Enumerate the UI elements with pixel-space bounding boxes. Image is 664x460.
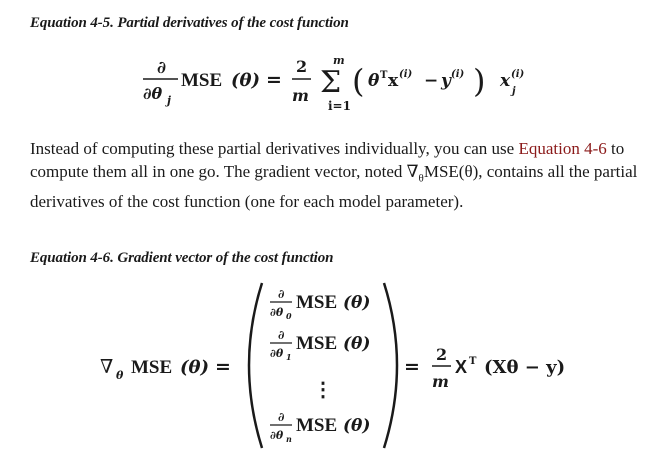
equation-link[interactable]: Equation 4-6 (518, 139, 607, 158)
partial-numerator: ∂ (278, 328, 285, 342)
theta-subscript: θ (418, 172, 424, 185)
sum-upper: m (333, 54, 345, 67)
partial-numerator: ∂ (278, 410, 285, 424)
mse-label: MSE (181, 70, 223, 91)
y-label: y (441, 71, 451, 91)
partial-denominator: ∂θ (143, 84, 163, 103)
theta-arg: (θ) (180, 357, 210, 378)
row-subscript: n (286, 434, 292, 444)
sup-i: (i) (451, 69, 465, 80)
theta-arg: (θ) (343, 416, 371, 436)
two-numerator: 2 (296, 57, 308, 76)
equals-sign: = (215, 356, 231, 378)
two-numerator: 2 (436, 345, 448, 364)
sum-lower: i=1 (328, 99, 351, 113)
mse-label: MSE (296, 415, 338, 436)
mse-label: MSE (296, 333, 338, 354)
sum-sigma: Σ (320, 65, 342, 100)
minus-sign: − (424, 71, 439, 91)
paragraph-text: MSE(θ), contains all the partial derivatives of the cost function (one for each model parameter). (30, 162, 638, 212)
sup-i: (i) (399, 69, 413, 80)
subscript-j: j (167, 94, 171, 107)
partial-numerator: ∂ (278, 287, 285, 301)
m-denominator: m (432, 372, 449, 391)
mse-label: MSE (296, 292, 338, 313)
transpose-sup: T (380, 70, 388, 81)
big-left-paren (249, 283, 262, 448)
equals-sign: = (266, 69, 282, 91)
vertical-dots: ⋮ (313, 377, 333, 401)
partial-denominator: ∂θ (270, 429, 284, 442)
m-denominator: m (292, 86, 309, 105)
right-paren: ) (473, 62, 486, 100)
sub-j: j (512, 86, 516, 97)
theta-transpose: θ (368, 71, 380, 91)
theta-arg: (θ) (231, 70, 261, 91)
left-paren: ( (352, 62, 365, 100)
paragraph-text: Instead of computing these partial derivatives individually, you can use (30, 139, 519, 158)
partial-denominator: ∂θ (270, 347, 284, 360)
equation-4-5-caption: Equation 4-5. Partial derivatives of the cost function (30, 15, 349, 31)
equals-sign: = (404, 356, 420, 378)
sup-i: (i) (511, 69, 525, 80)
row-subscript: 0 (286, 311, 292, 321)
x-vector: x (388, 71, 399, 91)
theta-subscript: θ (116, 369, 124, 382)
theta-arg: (θ) (343, 293, 371, 313)
nabla-symbol: ∇ (100, 356, 114, 378)
partial-numerator: ∂ (157, 58, 167, 78)
big-right-paren (384, 283, 397, 448)
theta-arg: (θ) (343, 334, 371, 354)
row-subscript: 1 (286, 352, 292, 362)
partial-denominator: ∂θ (270, 306, 284, 319)
X-matrix: X (455, 357, 468, 377)
paragraph-text: to compute them all in one go. The gradient vector, noted ∇ (30, 139, 625, 181)
transpose-sup: T (469, 356, 477, 367)
x-j: x (500, 71, 511, 91)
equation-4-6-caption: Equation 4-6. Gradient vector of the cost function (30, 250, 334, 266)
rhs-expression: (Xθ − y) (484, 357, 566, 378)
mse-label: MSE (131, 357, 173, 378)
